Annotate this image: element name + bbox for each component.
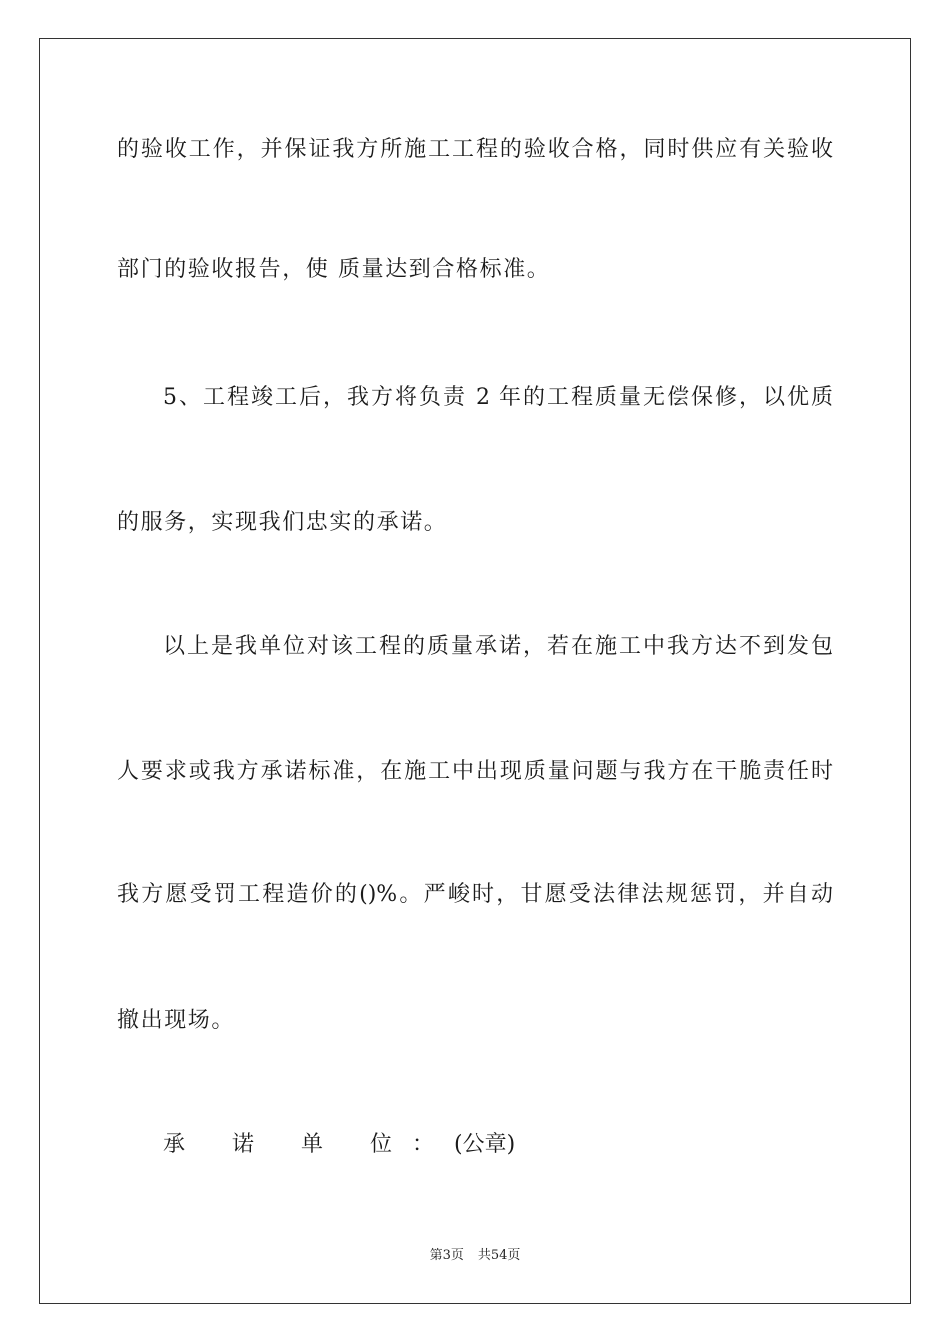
signature-seal: (公章)	[453, 1132, 516, 1157]
body-line-8: 撤出现场。	[117, 1008, 236, 1033]
body-line-5: 以上是我单位对该工程的质量承诺，若在施工中我方达不到发包	[163, 634, 833, 659]
body-line-7: 我方愿受罚工程造价的()%。严峻时，甘愿受法律法规惩罚，并自动	[117, 882, 833, 907]
page-number: 第3页	[429, 1248, 464, 1263]
signature-line	[117, 1130, 833, 1160]
body-line-3: 5、工程竣工后，我方将负责 2 年的工程质量无偿保修，以优质	[163, 385, 833, 410]
body-line-6: 人要求或我方承诺标准，在施工中出现质量问题与我方在干脆责任时	[117, 759, 833, 784]
page-total: 共54页	[477, 1248, 521, 1263]
body-line-2: 部门的验收报告，使 质量达到合格标准。	[117, 257, 551, 282]
body-line-4: 的服务，实现我们忠实的承诺。	[117, 510, 448, 535]
page-footer	[0, 1247, 950, 1265]
page-border	[39, 38, 911, 1304]
body-line-1: 的验收工作，并保证我方所施工工程的验收合格，同时供应有关验收	[117, 137, 833, 162]
signature-label: 承 诺 单 位：	[163, 1132, 454, 1157]
